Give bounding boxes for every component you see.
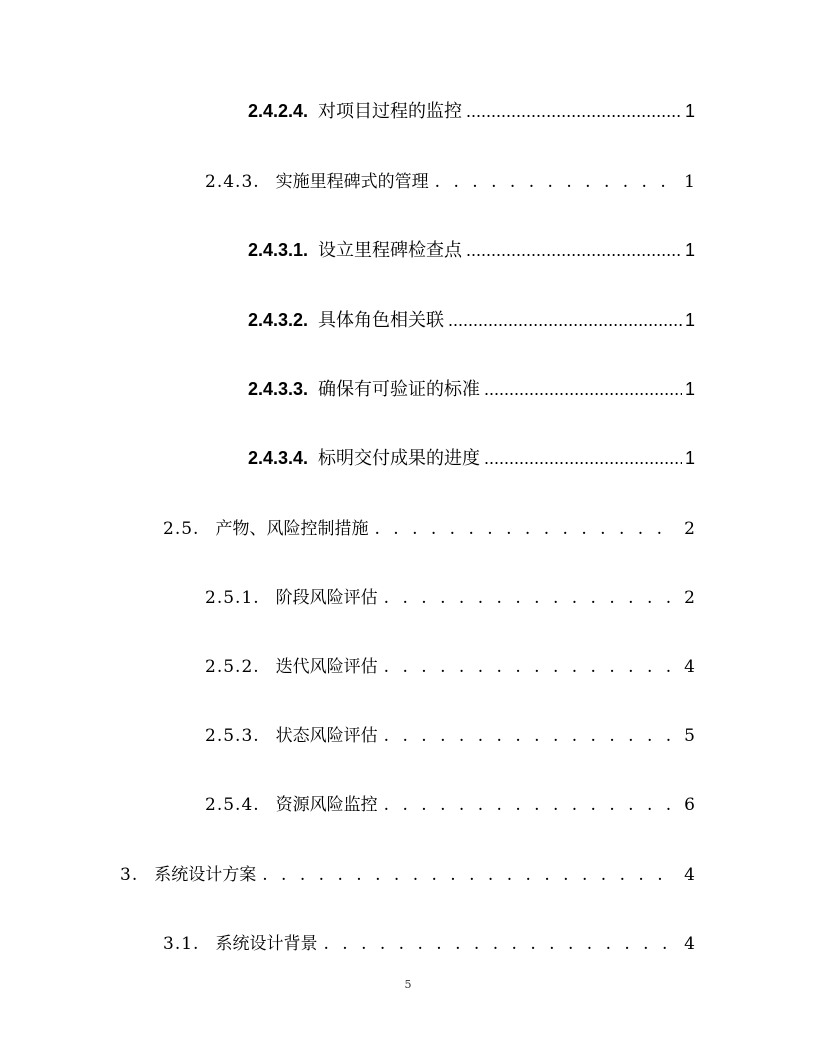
toc-entry-number: 2.5.1. — [205, 588, 260, 608]
toc-entry-title: 资源风险监控 — [275, 795, 378, 815]
toc-entry-page: 1 — [684, 310, 695, 330]
toc-dot-leader — [484, 448, 682, 469]
toc-entry-title: 确保有可验证的标准 — [318, 379, 481, 399]
toc-entry[interactable] — [248, 306, 695, 334]
toc-entry-title: 系统设计背景 — [215, 934, 318, 954]
toc-entry[interactable] — [248, 97, 695, 125]
toc-entry[interactable] — [205, 652, 695, 680]
toc-entry-number: 2.5.3. — [205, 726, 260, 746]
toc-entry-number: 2.4.3. — [205, 172, 260, 192]
toc-entry-page: 5 — [684, 726, 695, 746]
toc-entry-page: 1 — [684, 240, 695, 260]
toc-dot-leader — [384, 726, 675, 746]
toc-entry[interactable] — [205, 790, 695, 818]
toc-entry-number: 2.4.2.4. — [248, 101, 309, 121]
toc-dot-leader — [466, 101, 682, 122]
toc-entry-title: 具体角色相关联 — [318, 310, 445, 330]
toc-entry[interactable] — [248, 444, 695, 472]
toc-entry-page: 1 — [684, 379, 695, 399]
toc-entry-number: 2.5. — [163, 519, 200, 539]
toc-entry[interactable] — [205, 167, 695, 195]
toc-entry-page: 1 — [684, 448, 695, 468]
toc-dot-leader — [384, 657, 675, 677]
toc-entry-title: 迭代风险评估 — [275, 657, 378, 677]
toc-entry-page: 1 — [684, 172, 695, 192]
toc-dot-leader — [484, 379, 682, 400]
toc-entry-title: 阶段风险评估 — [275, 588, 378, 608]
toc-entry-number: 2.4.3.2. — [248, 310, 309, 330]
toc-entry-title: 产物、风险控制措施 — [215, 519, 369, 539]
toc-dot-leader — [374, 519, 674, 539]
toc-entry-title: 设立里程碑检查点 — [318, 240, 463, 260]
toc-entry-title: 标明交付成果的进度 — [318, 448, 481, 468]
toc-dot-leader — [448, 310, 682, 331]
toc-entry[interactable] — [120, 860, 695, 888]
toc-dot-leader — [466, 240, 682, 261]
toc-entry-number: 2.4.3.3. — [248, 379, 309, 399]
toc-entry-page: 1 — [684, 101, 695, 121]
toc-entry-page: 4 — [684, 934, 695, 954]
toc-entry-page: 6 — [684, 795, 695, 815]
toc-entry[interactable] — [248, 236, 695, 264]
page-number-footer: 5 — [404, 978, 412, 991]
toc-entry-page: 4 — [684, 657, 695, 677]
toc-entry[interactable] — [163, 929, 695, 957]
toc-entry-number: 2.4.3.4. — [248, 448, 309, 468]
toc-entry-page: 4 — [684, 865, 695, 885]
toc-dot-leader — [384, 588, 675, 608]
toc-entry[interactable] — [205, 721, 695, 749]
toc-entry-number: 2.5.4. — [205, 795, 260, 815]
toc-entry-number: 3. — [120, 865, 139, 885]
toc-dot-leader — [435, 172, 675, 192]
toc-dot-leader — [262, 865, 674, 885]
toc-entry-title: 实施里程碑式的管理 — [275, 172, 429, 192]
toc-entry-number: 2.5.2. — [205, 657, 260, 677]
toc-entry-title: 状态风险评估 — [275, 726, 378, 746]
toc-entry-page: 2 — [684, 588, 695, 608]
toc-entry[interactable] — [163, 514, 695, 542]
toc-entry[interactable] — [205, 583, 695, 611]
toc-dot-leader — [384, 795, 675, 815]
toc-entry-number: 3.1. — [163, 934, 200, 954]
toc-dot-leader — [323, 934, 674, 954]
toc-entry-number: 2.4.3.1. — [248, 240, 309, 260]
toc-entry-title: 系统设计方案 — [154, 865, 257, 885]
toc-entry-title: 对项目过程的监控 — [318, 101, 463, 121]
toc-entry-page: 2 — [684, 519, 695, 539]
toc-entry[interactable] — [248, 375, 695, 403]
